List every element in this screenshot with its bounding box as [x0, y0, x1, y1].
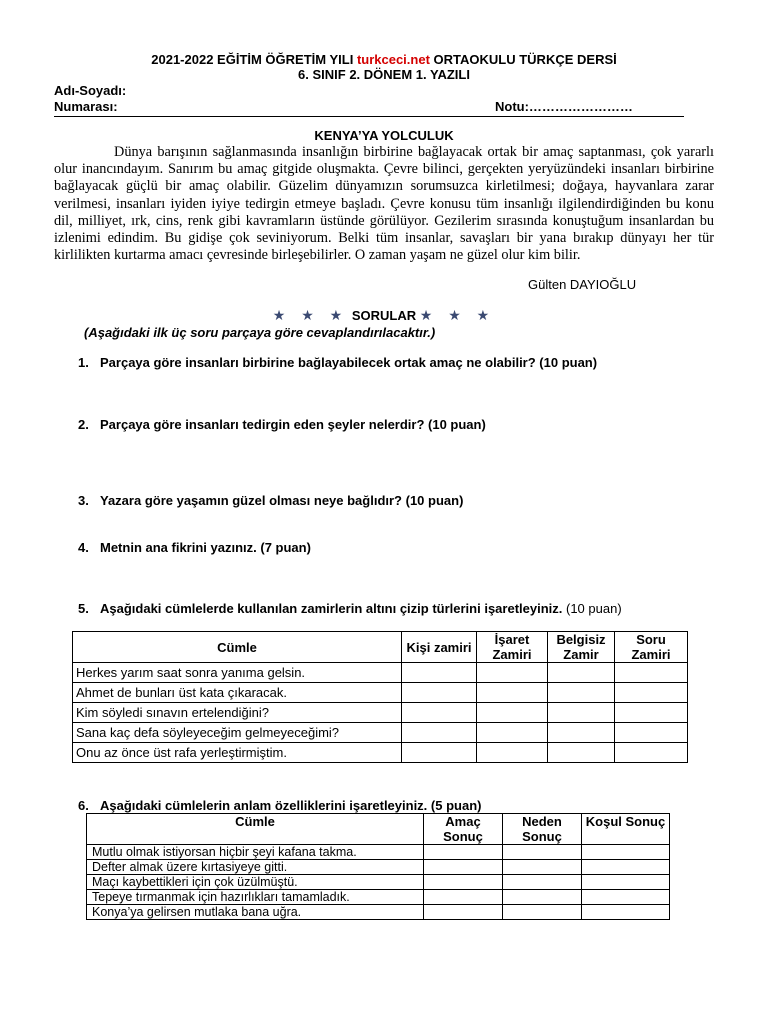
- answer-cell[interactable]: [582, 875, 670, 890]
- table-row: [73, 663, 688, 683]
- answer-cell[interactable]: [402, 703, 477, 723]
- answer-cell[interactable]: [548, 743, 615, 763]
- answer-cell[interactable]: [582, 860, 670, 875]
- reading-passage: Dünya barışının sağlanmasında insanlığın birbirine bağlayacak ortak bir amaç saptanması, çok yararlı olur inancındayım. Sanırım bu amaç gitgide oluşmakta. Çevre bilinci, gerçekten yeryüzündeki insanları birbirine bağlayacak güçlü bir amaç olabilir. Güzelim dünyamızın sorumsuzca kirletilmesi; doğaya, hayvanlara zarar verilmesi, insanları iyiden iyiye tedirgin etmeye başladı. Çevre konusu tüm insanlığı ilgilendirdiğinden bu konu dil, milliyet, ırk, cins, renk gibi kavramların üstünde görülüyor. Gezilerim sırasında konuştuğum insanlardan bu izlenimi edindim. Bu gidişe çok seviniyorum. Belki tüm insanlar, savaşları bir yana bırakıp dünyayı her tür kirlilikten kurtarma amacı çevresinde birleşebilirler. O zaman yaşam ne güzel olur kim bilir.: [54, 144, 714, 264]
- header-line-2: 6. SINIF 2. DÖNEM 1. YAZILI: [298, 67, 470, 82]
- sentence-cell: Ahmet de bunları üst kata çıkaracak.: [73, 683, 402, 703]
- column-header: Soru Zamiri: [615, 632, 688, 663]
- answer-cell[interactable]: [615, 663, 688, 683]
- answer-cell[interactable]: [548, 663, 615, 683]
- header-line-1: 2021-2022 EĞİTİM ÖĞRETİM YILI turkceci.net ORTAOKULU TÜRKÇE DERSİ: [151, 52, 617, 67]
- column-header: Belgisiz Zamir: [548, 632, 615, 663]
- table-row: [87, 845, 670, 860]
- answer-cell[interactable]: [424, 890, 503, 905]
- questions-instruction: (Aşağıdaki ilk üç soru parçaya göre cevaplandırılacaktır.): [84, 325, 436, 340]
- answer-cell[interactable]: [615, 723, 688, 743]
- column-header: İşaret Zamiri: [477, 632, 548, 663]
- table-row: [73, 743, 688, 763]
- meaning-table: [86, 813, 670, 920]
- answer-cell[interactable]: [548, 723, 615, 743]
- answer-cell[interactable]: [615, 703, 688, 723]
- sentence-cell: Maçı kaybettikleri için çok üzülmüştü.: [87, 875, 424, 890]
- grade-label: Notu:……………………: [495, 99, 633, 114]
- answer-cell[interactable]: [503, 845, 582, 860]
- answer-cell[interactable]: [402, 663, 477, 683]
- answer-cell[interactable]: [503, 875, 582, 890]
- answer-cell[interactable]: [424, 905, 503, 920]
- answer-cell[interactable]: [582, 905, 670, 920]
- column-header: Kişi zamiri: [402, 632, 477, 663]
- answer-cell[interactable]: [503, 890, 582, 905]
- answer-cell[interactable]: [402, 743, 477, 763]
- question-3: 3. Yazara göre yaşamın güzel olması neye bağlıdır? (10 puan): [78, 493, 464, 508]
- questions-heading: ★ ★ ★ SORULAR ★ ★ ★: [272, 307, 496, 323]
- table-header-row: [73, 632, 688, 663]
- column-header: Amaç Sonuç: [424, 814, 503, 845]
- table-row: [73, 723, 688, 743]
- answer-cell[interactable]: [548, 703, 615, 723]
- answer-cell[interactable]: [477, 723, 548, 743]
- sentence-cell: Mutlu olmak istiyorsan hiçbir şeyi kafana takma.: [87, 845, 424, 860]
- answer-cell[interactable]: [402, 683, 477, 703]
- answer-cell[interactable]: [548, 683, 615, 703]
- answer-cell[interactable]: [582, 845, 670, 860]
- column-header: Neden Sonuç: [503, 814, 582, 845]
- table-row: [73, 683, 688, 703]
- sentence-cell: Onu az önce üst rafa yerleştirmiştim.: [73, 743, 402, 763]
- pronoun-table: [72, 631, 688, 763]
- question-6: 6. Aşağıdaki cümlelerin anlam özelliklerini işaretleyiniz. (5 puan): [78, 798, 482, 813]
- star-icon: ★ ★ ★: [419, 307, 496, 323]
- passage-author: Gülten DAYIOĞLU: [528, 277, 637, 292]
- name-label: Adı-Soyadı:: [54, 83, 127, 98]
- question-1: 1. Parçaya göre insanları birbirine bağlayabilecek ortak amaç ne olabilir? (10 puan): [78, 355, 598, 370]
- table-row: [73, 703, 688, 723]
- sentence-cell: Tepeye tırmanmak için hazırlıkları tamamladık.: [87, 890, 424, 905]
- question-4: 4. Metnin ana fikrini yazınız. (7 puan): [78, 540, 311, 555]
- table-row: [87, 860, 670, 875]
- answer-cell[interactable]: [424, 845, 503, 860]
- answer-cell[interactable]: [477, 683, 548, 703]
- answer-cell[interactable]: [615, 683, 688, 703]
- answer-cell[interactable]: [424, 860, 503, 875]
- table-row: [87, 890, 670, 905]
- question-5: 5. Aşağıdaki cümlelerde kullanılan zamirlerin altını çizip türlerini işaretleyiniz. (10 puan): [78, 601, 622, 616]
- column-header: Cümle: [87, 814, 424, 845]
- header-divider: [54, 116, 684, 117]
- answer-cell[interactable]: [503, 905, 582, 920]
- number-label: Numarası:: [54, 99, 118, 114]
- answer-cell[interactable]: [477, 663, 548, 683]
- answer-cell[interactable]: [477, 703, 548, 723]
- passage-title: KENYA’YA YOLCULUK: [314, 128, 454, 143]
- answer-cell[interactable]: [615, 743, 688, 763]
- answer-cell[interactable]: [582, 890, 670, 905]
- table-row: [87, 905, 670, 920]
- answer-cell[interactable]: [477, 743, 548, 763]
- sentence-cell: Sana kaç defa söyleyeceğim gelmeyeceğimi?: [73, 723, 402, 743]
- exam-header: [0, 52, 768, 82]
- sentence-cell: Kim söyledi sınavın ertelendiğini?: [73, 703, 402, 723]
- sentence-cell: Herkes yarım saat sonra yanıma gelsin.: [73, 663, 402, 683]
- site-name: turkceci.net: [356, 52, 430, 67]
- answer-cell[interactable]: [424, 875, 503, 890]
- star-icon: ★ ★ ★: [272, 307, 349, 323]
- answer-cell[interactable]: [402, 723, 477, 743]
- sentence-cell: Konya’ya gelirsen mutlaka bana uğra.: [87, 905, 424, 920]
- answer-cell[interactable]: [503, 860, 582, 875]
- table-row: [87, 875, 670, 890]
- sentence-cell: Defter almak üzere kırtasiyeye gitti.: [87, 860, 424, 875]
- column-header: Cümle: [73, 632, 402, 663]
- column-header: Koşul Sonuç: [582, 814, 670, 845]
- question-2: 2. Parçaya göre insanları tedirgin eden şeyler nelerdir? (10 puan): [78, 417, 486, 432]
- table-header-row: [87, 814, 670, 845]
